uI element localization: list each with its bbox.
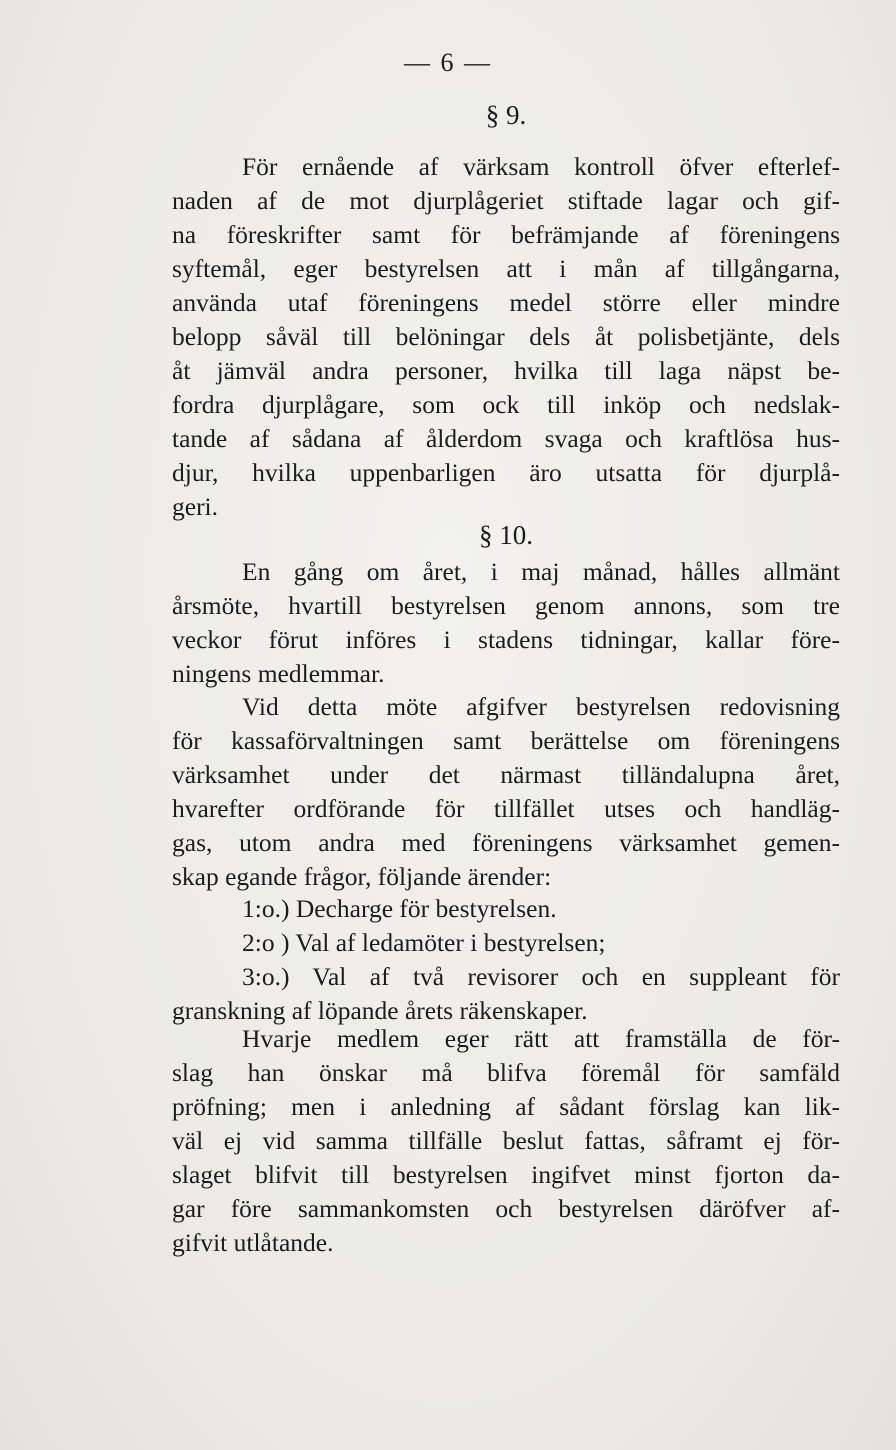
text-line: belopp såväl till belöningar dels åt polisbetjänte, dels [172,322,840,351]
text-line: slaget blifvit till bestyrelsen ingifvet minst fjorton da- [172,1160,840,1189]
text-line: För ernående af värksam kontroll öfver efterlef- [242,152,840,181]
text-line: värksamhet under det närmast tilländalupna året, [172,760,840,789]
text-line: geri. [172,492,219,521]
text-line: syftemål, eger bestyrelsen att i mån af tillgångarna, [172,254,840,283]
text-line: fordra djurplågare, som ock till inköp och nedslak- [172,390,840,419]
text-line: na föreskrifter samt för befrämjande af föreningens [172,220,840,249]
text-line: En gång om året, i maj månad, hålles allmänt [242,557,840,586]
text-line: veckor förut införes i stadens tidningar, kallar före- [172,625,840,654]
section-9-paragraph [172,150,840,524]
text-line: djur, hvilka uppenbarligen äro utsatta för djurplå- [172,458,840,487]
text-line: väl ej vid samma tillfälle beslut fattas, såframt ej för- [172,1126,840,1155]
text-line: skap egande frågor, följande ärender: [172,862,552,891]
text-line: gar före sammankomsten och bestyrelsen däröfver af- [172,1194,840,1223]
text-line: hvarefter ordförande för tillfället utses och handläg- [172,794,840,823]
agenda-item-continuation: granskning af löpande årets räkenskaper. [172,996,588,1025]
text-line: ningens medlemmar. [172,659,385,688]
agenda-item: 3:o.) Val af två revisorer och en suppleant för [242,962,840,991]
text-line: tande af sådana af ålderdom svaga och kraftlösa hus- [172,424,840,453]
section-10-paragraph-3 [172,1022,840,1260]
text-line: åt jämväl andra personer, hvilka till laga näpst be- [172,356,840,385]
text-line: gifvit utlåtande. [172,1228,334,1257]
text-line: gas, utom andra med föreningens värksamhet gemen- [172,828,840,857]
agenda-item: 1:o.) Decharge för bestyrelsen. [242,894,557,923]
text-line: för kassaförvaltningen samt berättelse om föreningens [172,726,840,755]
page-number: — 6 — [404,48,492,77]
section-9-heading: § 9. [485,100,527,130]
text-line: slag han önskar må blifva föremål för samfäld [172,1058,840,1087]
section-10-paragraph-1 [172,555,840,691]
section-10-heading: § 10. [479,520,533,550]
text-line: Vid detta möte afgifver bestyrelsen redovisning [242,692,840,721]
agenda-items [172,892,840,1028]
section-10-paragraph-2 [172,690,840,894]
text-line: använda utaf föreningens medel större eller mindre [172,288,840,317]
text-line: årsmöte, hvartill bestyrelsen genom annons, som tre [172,591,840,620]
agenda-item: 2:o ) Val af ledamöter i bestyrelsen; [242,928,606,957]
text-line: Hvarje medlem eger rätt att framställa de för- [242,1024,840,1053]
text-line: naden af de mot djurplågeriet stiftade lagar och gif- [172,186,840,215]
text-line: pröfning; men i anledning af sådant förslag kan lik- [172,1092,840,1121]
